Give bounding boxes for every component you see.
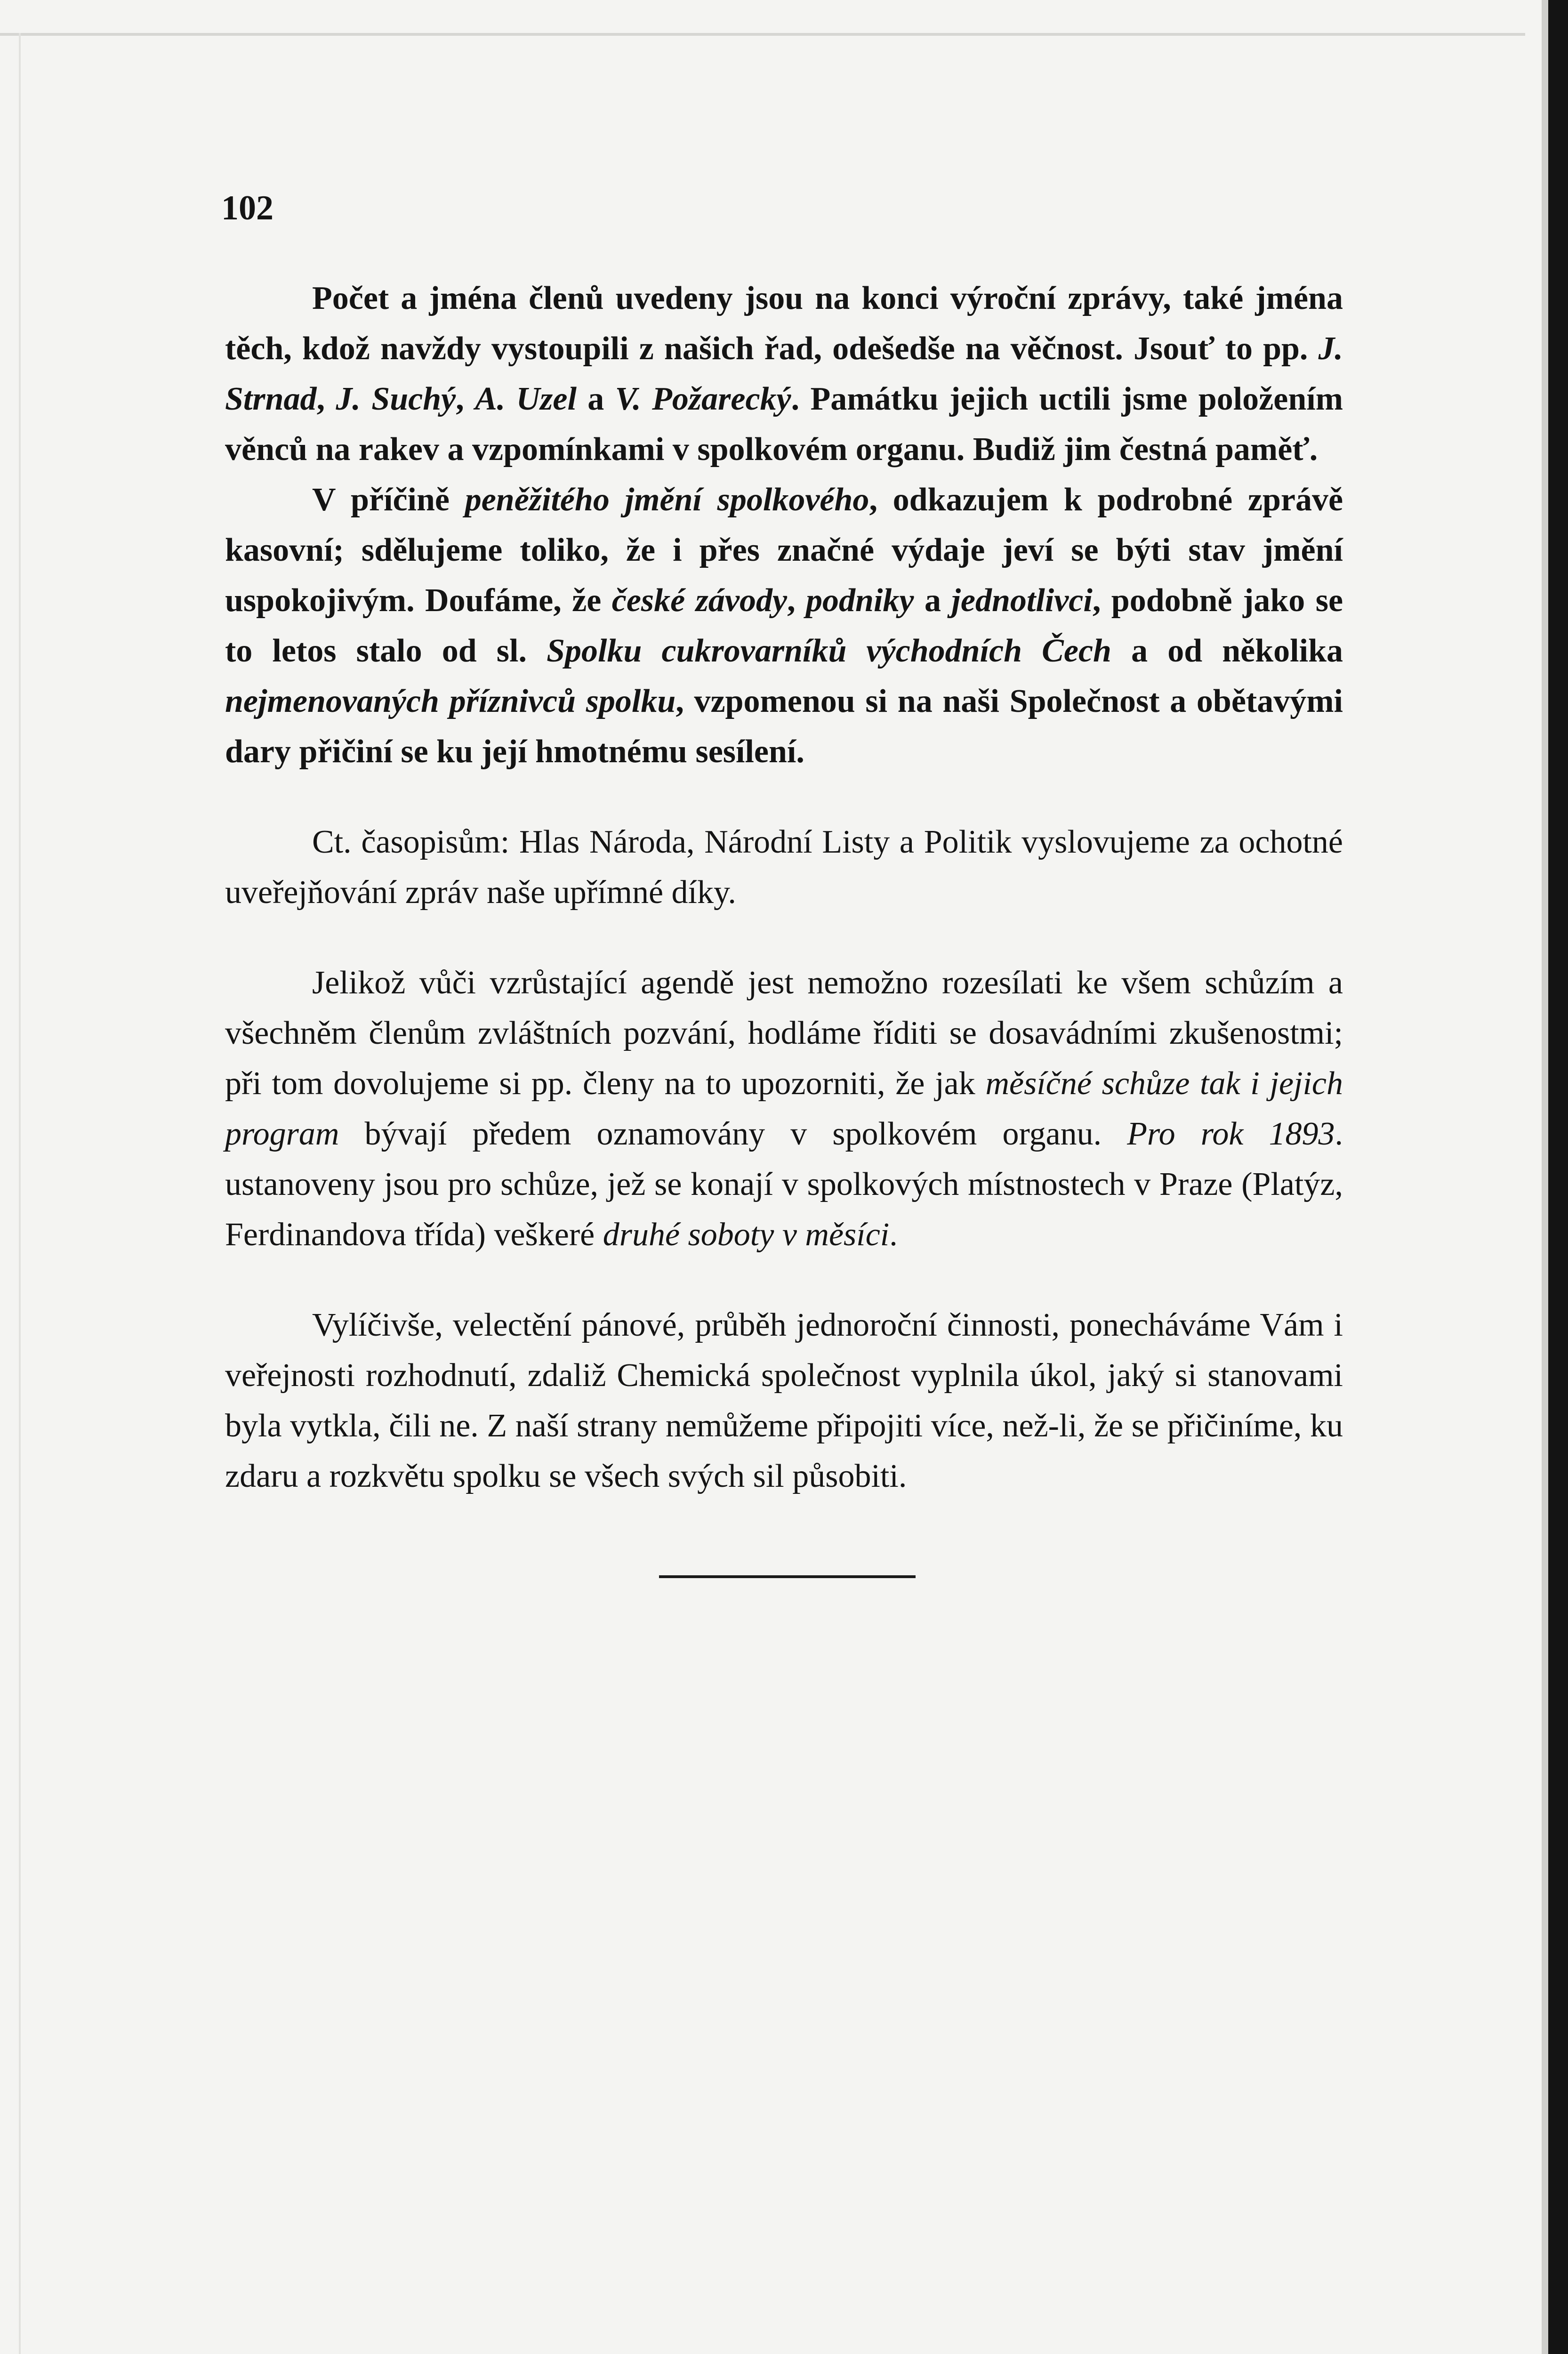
body-text: , <box>787 582 806 619</box>
emphasized-text: české závody <box>611 582 788 619</box>
emphasized-text: měsíčné schůze tak i jejich program <box>225 1065 1343 1152</box>
body-text: a od několika <box>1111 633 1343 669</box>
scan-edge-shadow <box>1542 0 1548 2354</box>
paragraph-journals <box>225 817 1343 918</box>
body-text: , podobně jako se to letos stalo od sl. <box>225 582 1343 669</box>
emphasized-text: V. Požarecký <box>615 381 791 417</box>
body-text: Jelikož vůči vzrůstající agendě jest nemožno rozesílati ke všem schůzím a všechněm členům zvláštních pozvání, hodláme říditi se dosavádními zkušenostmi; při tom dovolujeme si pp. členy na to upozorniti, že jak <box>225 965 1343 1102</box>
emphasized-text: J. Suchý <box>336 381 456 417</box>
body-text: , vzpomenou si na naši Společnost a obětavými dary přičiní se ku její hmotnému sesílení. <box>225 683 1343 770</box>
body-text: , <box>316 381 336 417</box>
emphasized-text: jednotlivci <box>951 582 1093 619</box>
scan-border-left <box>19 33 21 2354</box>
body-text: Počet a jména členů uvedeny jsou na konci výroční zprávy, také jména těch, kdož navždy vystoupili z našich řad, odešedše na věčnost. Jsouť to pp. <box>225 280 1343 367</box>
body-text: a <box>914 582 952 619</box>
body-text: . <box>889 1217 898 1253</box>
emphasized-text: druhé soboty v měsíci <box>603 1217 890 1253</box>
body-text: . ustanoveny jsou pro schůze, jež se konají v spolkových místnostech v Praze (Platýz, Ferdinandova třída) veškeré <box>225 1116 1343 1253</box>
body-text: Ct. časopisům: Hlas Národa, Národní Listy a Politik vyslovujeme za ochotné uveřejňování zpráv naše upřímné díky. <box>225 824 1343 911</box>
emphasized-text: nejmenovaných příznivců spolku <box>225 683 676 719</box>
paragraph-members <box>225 273 1343 475</box>
emphasized-text: J. Strnad <box>225 331 1343 417</box>
emphasized-text: peněžitého jmění spolkového <box>465 482 869 518</box>
emphasized-text: podniky <box>806 582 914 619</box>
body-text: , odkazujem k podrobné zprávě kasovní; sdělujeme toliko, že i přes značné výdaje jeví se býti stav jmění uspokojivým. Doufáme, že <box>225 482 1343 619</box>
body-text: Vylíčivše, velectění pánové, průběh jednoroční činnosti, ponecháváme Vám i veřejnosti rozhodnutí, zdaliž Chemická společnost vyplnila úkol, jaký si stanovami byla vytkla, čili ne. Z naší strany nemůžeme připojiti více, než-li, že se přičiníme, ku zdaru a rozkvětu spolku se všech svých sil působiti. <box>225 1307 1343 1494</box>
paragraph-closing <box>225 1300 1343 1501</box>
page-number: 102 <box>221 189 273 227</box>
body-text: a <box>576 381 615 417</box>
page-body <box>225 273 1343 1501</box>
body-text: V příčině <box>312 482 465 518</box>
paragraph-finances <box>225 475 1343 777</box>
scan-border-top <box>0 33 1525 36</box>
emphasized-text: A. Uzel <box>475 381 577 417</box>
body-text: bývají předem oznamovány v spolkovém organu. <box>339 1116 1127 1152</box>
body-text: , <box>456 381 475 417</box>
closing-rule <box>659 1575 916 1578</box>
body-text: . Památku jejich uctili jsme položením věnců na rakev a vzpomínkami v spolkovém organu. Budiž jim čestná paměť. <box>225 381 1343 468</box>
emphasized-text: Spolku cukrovarníků východních Čech <box>547 633 1111 669</box>
paragraph-meetings <box>225 958 1343 1260</box>
emphasized-text: Pro rok 1893 <box>1127 1116 1335 1152</box>
scan-edge-dark <box>1548 0 1568 2354</box>
